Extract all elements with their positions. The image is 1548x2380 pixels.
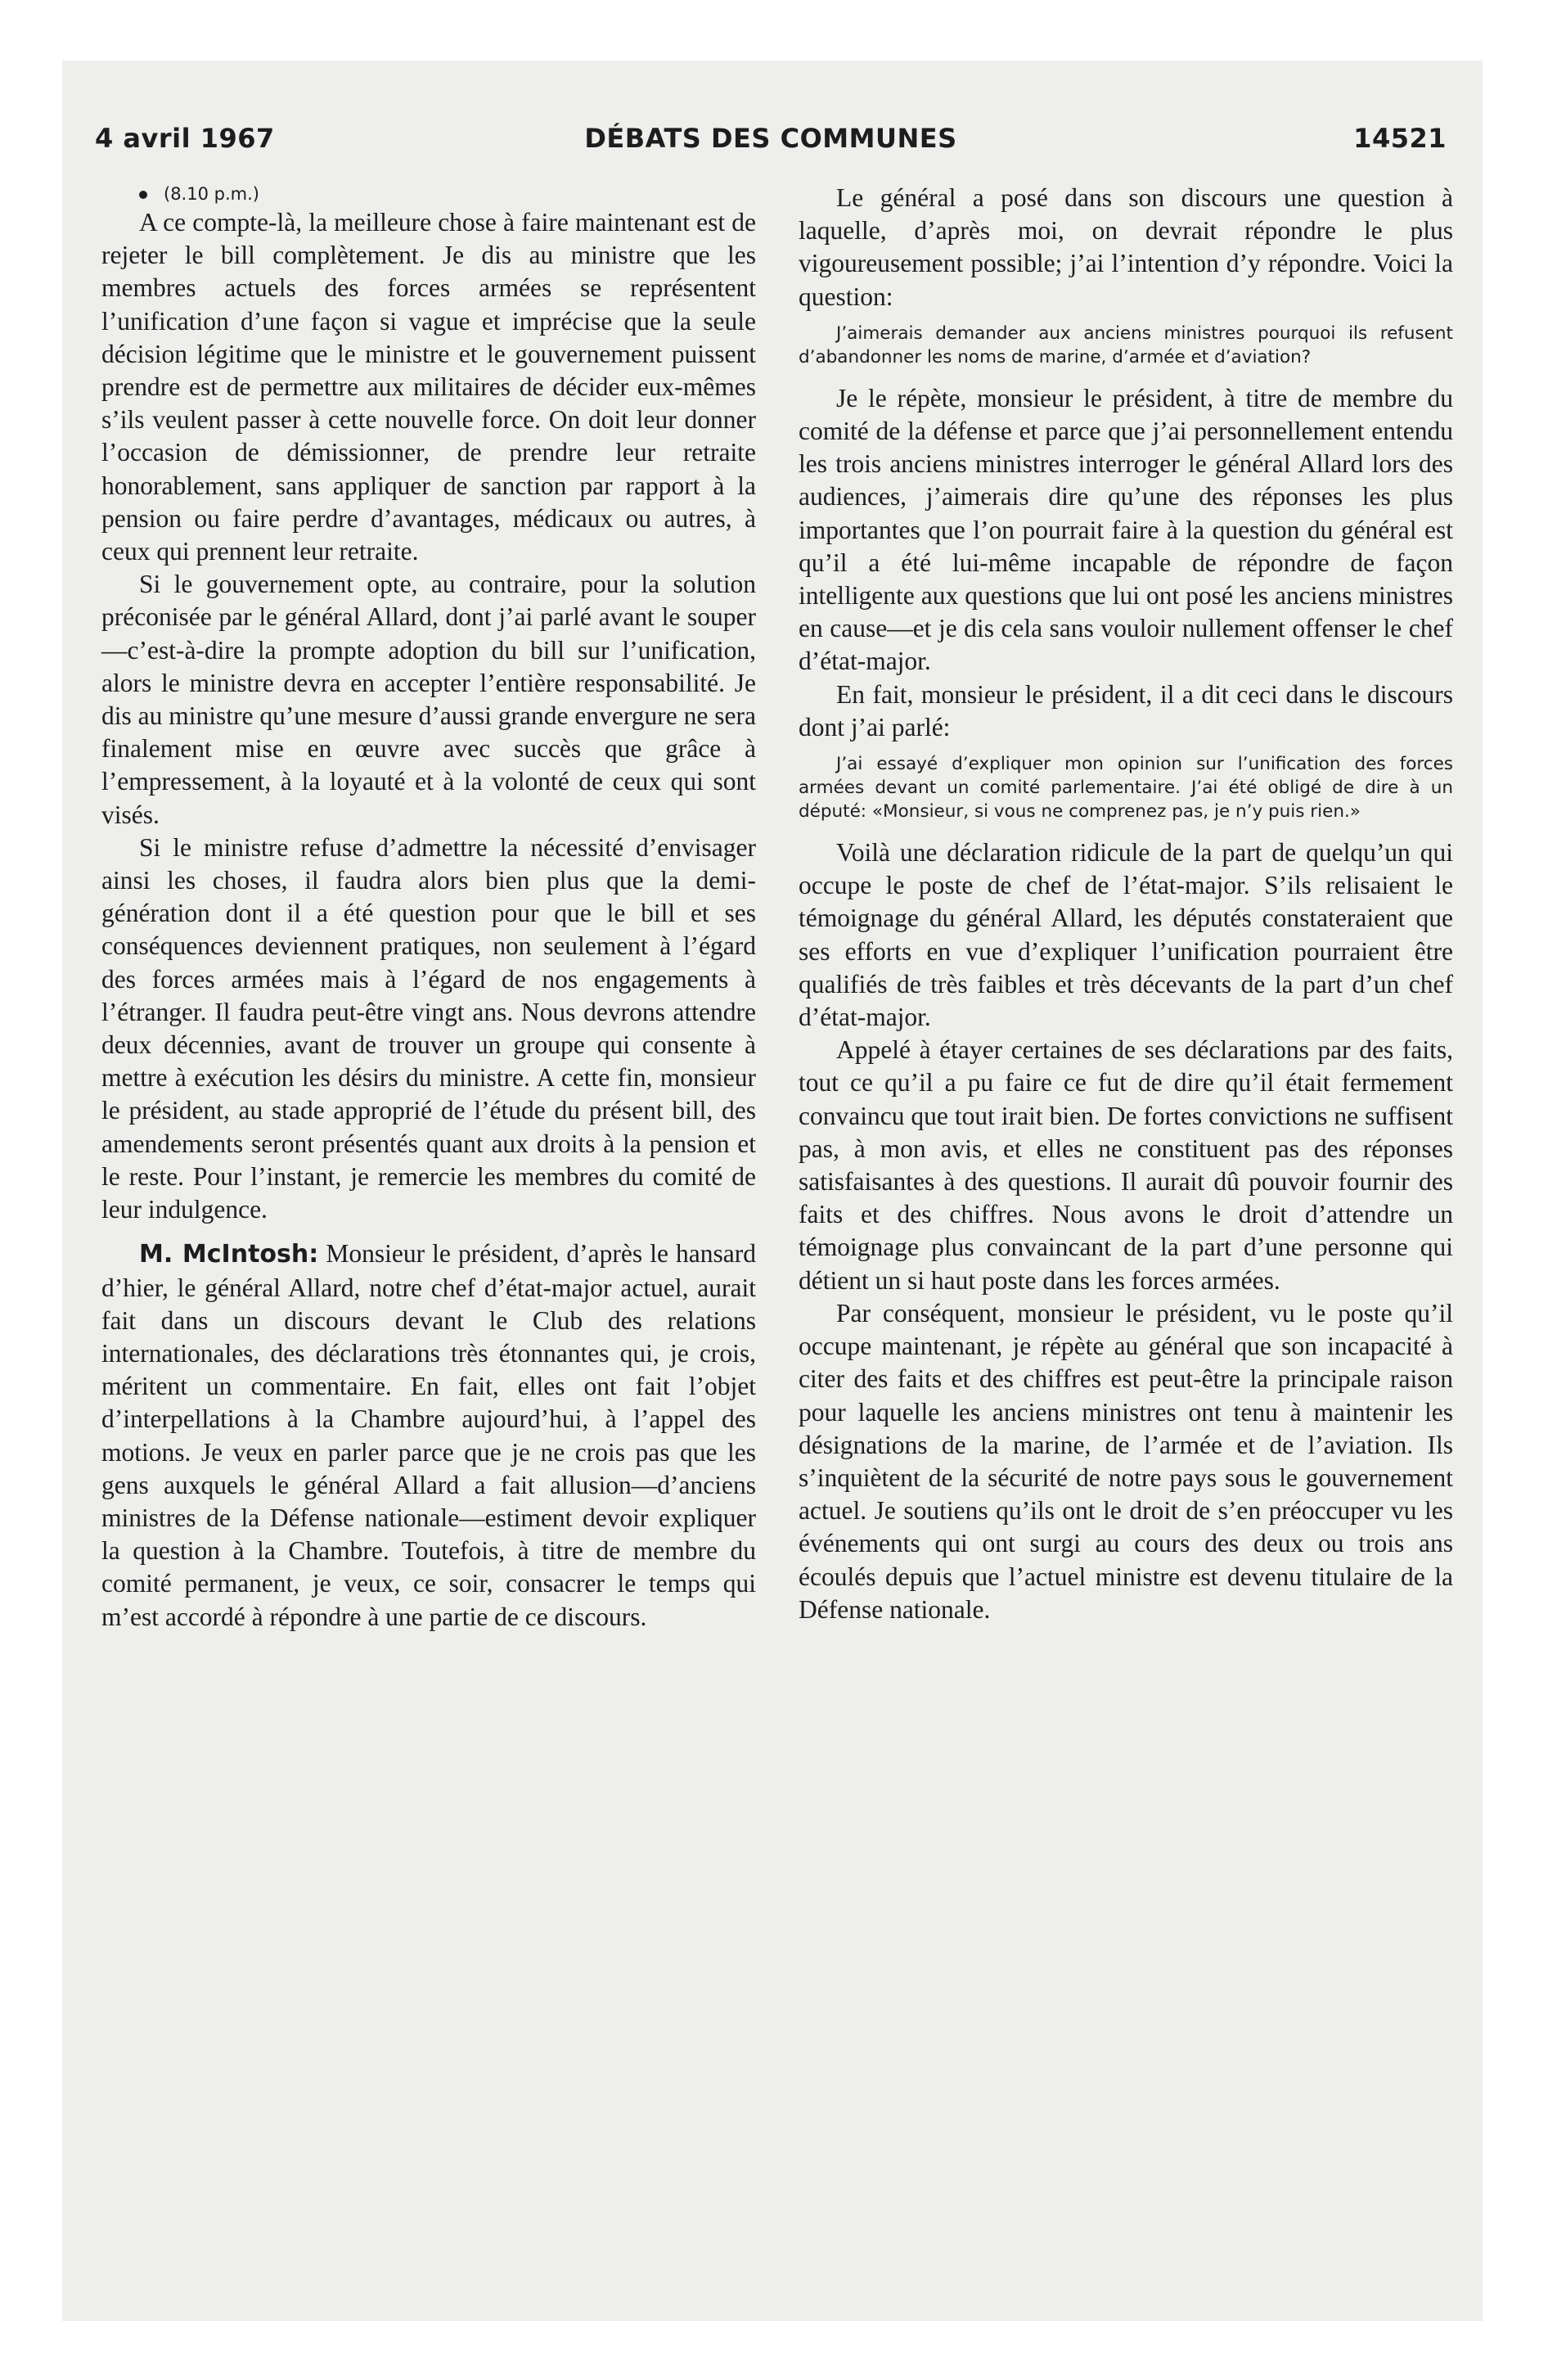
paragraph: Par conséquent, monsieur le président, vu le poste qu’il occupe maintenant, je répète au général que son incapacité à citer des faits et des chiffres est peut-être la principale raison pour laquelle les anciens ministres ont tenu à maintenir les désignations de la marine, de l’armée et de l’aviation. Ils s’inquiètent de la sécurité de notre pays sous le gouvernement actuel. Je soutiens qu’ils ont le droit de s’en préoccuper vu les événements qui ont surgi au cours des deux ou trois ans écoulés depuis que l’actuel ministre est devenu titulaire de la Défense nationale. [799, 1298, 1453, 1624]
timestamp: (8.10 p.m.) [164, 184, 259, 204]
header-page-number: 14521 [1353, 123, 1447, 154]
paragraph: Le général a posé dans son discours une question à laquelle, d’après moi, on devrait répondre le plus vigoureusement possible; j’ai l’intention d’y répondre. Voici la question: [799, 183, 1453, 311]
block-quote: J’aimerais demander aux anciens ministres pourquoi ils refusent d’abandonner les noms de marine, d’armée et d’aviation? [799, 322, 1453, 367]
left-column [101, 182, 756, 1634]
paragraph: Si le gouvernement opte, au contraire, pour la solution préconisée par le général Allard, dont j’ai parlé avant le souper—c’est-à-dire la prompte adoption du bill sur l’unification, alors le ministre devra en accepter l’entière responsabilité. Je dis au ministre qu’une mesure d’aussi grande envergure ne sera finalement mise en œuvre avec succès que grâce à l’empressement, à la loyauté et à la volonté de ceux qui sont visés. [101, 570, 756, 829]
paragraph: Voilà une déclaration ridicule de la part de quelqu’un qui occupe le poste de chef de l’état-major. S’ils relisaient le témoignage du général Allard, les députés constateraient que ses efforts en vue d’expliquer l’unification pourraient être qualifiés de très faibles et très décevants de la part d’un chef d’état-major. [799, 838, 1453, 1032]
timestamp-line [101, 182, 756, 206]
page-header [95, 123, 1447, 164]
paragraph: Si le ministre refuse d’admettre la nécessité d’envisager ainsi les choses, il faudra alors bien plus que la demi-génération dont il a été question pour que le bill et ses conséquences deviennent pratiques, non seulement à l’égard des forces armées mais à l’égard de nos engagements à l’étranger. Il faudra peut-être vingt ans. Nous devrons attendre deux décennies, avant de trouver un groupe qui consente à mettre à exécution les désirs du ministre. A cette fin, monsieur le président, au stade approprié de l’étude du présent bill, des amendements seront présentés quant aux droits à la pension et le reste. Pour l’instant, je remercie les membres du comité de leur indulgence. [101, 832, 756, 1224]
speech-paragraph [101, 1237, 756, 1633]
paragraph: Appelé à étayer certaines de ses déclarations par des faits, tout ce qu’il a pu faire ce fut de dire qu’il était fermement convaincu que tout irait bien. De fortes convictions ne suffisent pas, à mon avis, et elles ne constituent pas des réponses satisfaisantes à des questions. Il aurait dû pouvoir fournir des faits et des chiffres. Nous avons le droit d’attendre un témoignage plus convaincant de la part d’une personne qui détient un si haut poste dans les forces armées. [799, 1035, 1453, 1295]
block-quote: J’ai essayé d’expliquer mon opinion sur l’unification des forces armées devant un comité parlementaire. J’ai été obligé de dire à un député: «Monsieur, si vous ne comprenez pas, je n’y puis rien.» [799, 754, 1453, 823]
right-column [799, 182, 1453, 1626]
page-sheet [62, 61, 1483, 2321]
paragraph: Je le répète, monsieur le président, à titre de membre du comité de la défense et parce que j’ai personnellement entendu les trois anciens ministres interroger le général Allard lors des audiences, j’aimerais dire qu’une des réponses les plus importantes que l’on pourrait faire à la question du général est qu’il a été lui-même incapable de répondre de façon intelligente aux questions que lui ont posé les anciens ministres en cause—et je dis cela sans vouloir nullement offenser le chef d’état-major. [799, 383, 1453, 676]
header-date: 4 avril 1967 [95, 123, 275, 154]
speaker-name: M. McIntosh: [139, 1240, 319, 1269]
paragraph: A ce compte-là, la meilleure chose à faire maintenant est de rejeter le bill complètement. Je dis au ministre que les membres actuels des forces armées se représentent l’unification d’une façon si vague et imprécise que la seule décision légitime que le ministre et le gouvernement puissent prendre est de permettre aux militaires de décider eux-mêmes s’ils veulent passer à cette nouvelle force. On doit leur donner l’occasion de démissionner, de prendre leur retraite honorablement, sans appliquer de sanction par rapport à la pension ou faire perdre d’avantages, médicaux ou autres, à ceux qui prennent leur retraite. [101, 208, 756, 566]
paragraph: En fait, monsieur le président, il a dit ceci dans le discours dont j’ai parlé: [799, 679, 1453, 741]
speech-text: Monsieur le président, d’après le hansard d’hier, le général Allard, notre chef d’état-major actuel, aurait fait dans un discours devant le Club des relations internationales, des déclarations très étonnantes qui, je crois, méritent un commentaire. En fait, elles ont fait l’objet d’interpellations à la Chambre aujourd’hui, à l’appel des motions. Je veux en parler parce que je ne crois pas que les gens auxquels le général Allard a fait allusion—d’anciens ministres de la Défense nationale—estiment devoir expliquer la question à la Chambre. Toutefois, à titre de membre du comité permanent, je veux, ce soir, consacrer le temps qui m’est accordé à répondre à une partie de ce discours. [101, 1239, 756, 1631]
bullet-icon [139, 191, 147, 199]
header-title: DÉBATS DES COMMUNES [584, 123, 957, 154]
